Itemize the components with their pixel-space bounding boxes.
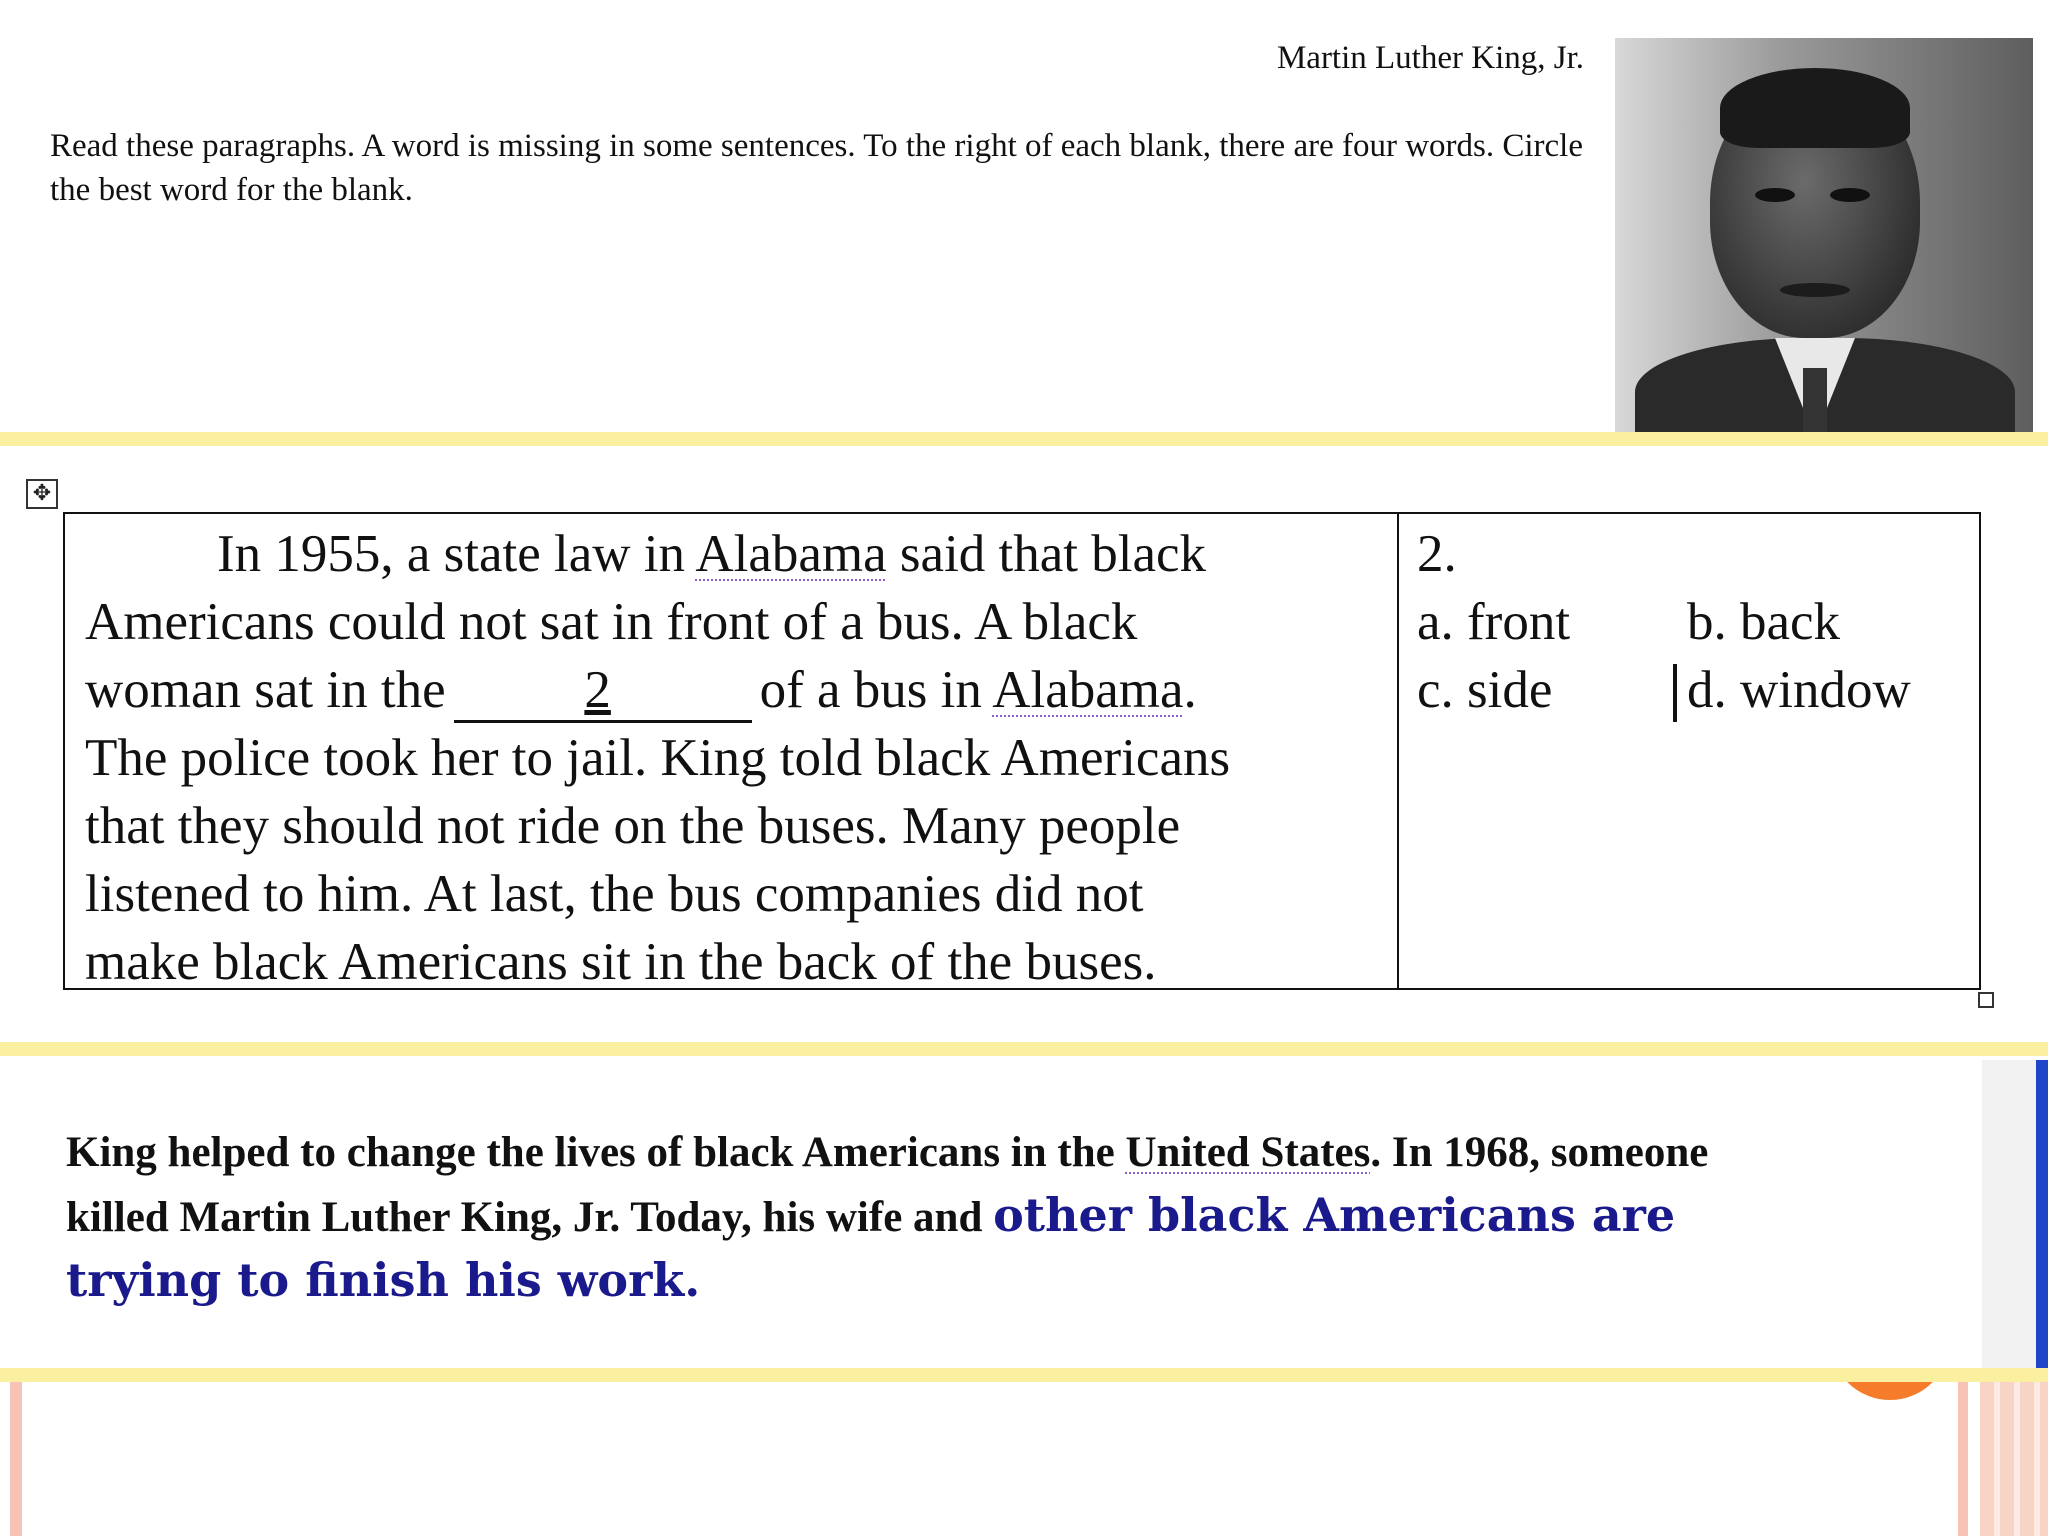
portrait-hair (1720, 68, 1910, 148)
portrait-image (1615, 38, 2033, 432)
option-b[interactable]: b. back (1687, 593, 1841, 651)
spellcheck-word: Alabama (695, 525, 887, 583)
passage-line (85, 520, 1377, 588)
closing-paragraph (66, 1122, 1726, 1314)
closing-fragment: . In 1968, someone killed Martin Luther King, Jr. Today, his wife and (66, 1129, 1709, 1241)
exercise-table (63, 512, 1981, 990)
passage-cell[interactable] (65, 514, 1399, 991)
slide-stripe-right-bottom (1958, 1380, 1968, 1536)
author-name: Martin Luther King, Jr. (1276, 40, 1584, 76)
slide-stripe-left-bottom (10, 1380, 22, 1536)
side-gray-panel (1982, 1060, 2036, 1368)
passage-line: make black Americans sit in the back of the buses. (85, 933, 1157, 991)
passage-fragment: . (1183, 661, 1197, 719)
slide-stripe-right-bottom-wide (1980, 1380, 2048, 1536)
option-a[interactable]: a. front (1417, 593, 1571, 651)
passage-fragment: of a bus in (759, 661, 993, 719)
portrait-tie (1803, 368, 1827, 432)
passage-text (85, 520, 1377, 996)
options-row-1 (1417, 588, 1961, 656)
move-arrows-icon[interactable]: ✥ (26, 479, 58, 509)
passage-line (85, 656, 1377, 724)
question-number: 2. (1417, 525, 1457, 583)
spellcheck-word: Alabama (992, 661, 1184, 719)
option-d-wrapper[interactable] (1687, 656, 1911, 724)
blank-number: 2 (584, 661, 611, 719)
spellcheck-word: United States (1125, 1129, 1371, 1176)
separator-bottom (0, 1368, 2048, 1382)
closing-fragment: King helped to change the lives of black Americans in the (66, 1129, 1126, 1176)
options-row-2 (1417, 656, 1961, 724)
passage-line: that they should not ride on the buses. Many people (85, 797, 1181, 855)
options-cell[interactable] (1399, 514, 1979, 988)
passage-line: listened to him. At last, the bus companies did not (85, 865, 1144, 923)
passage-line: The police took her to jail. King told black Americans (85, 729, 1231, 787)
blue-side-bar (2036, 1060, 2048, 1368)
passage-fragment: said that black (886, 525, 1207, 583)
portrait-eye-left (1755, 188, 1795, 202)
separator-middle (0, 1042, 2048, 1056)
passage-fragment: woman sat in the (85, 661, 446, 719)
instructions-text: Read these paragraphs. A word is missing in some sentences. To the right of each blank, there are four words. Circle the best word for the blank. (50, 128, 1584, 208)
separator-top (0, 432, 2048, 446)
passage-line: Americans could not sat in front of a bus. A black (85, 593, 1138, 651)
answer-blank[interactable] (454, 660, 752, 723)
table-resize-handle[interactable] (1978, 992, 1994, 1008)
passage-fragment: In 1955, a state law in (217, 525, 696, 583)
closing-highlight: other black Americans are trying to finish his work. (66, 1188, 1676, 1307)
portrait-eye-right (1830, 188, 1870, 202)
text-cursor (1673, 664, 1677, 722)
portrait-mouth (1780, 283, 1850, 297)
option-d[interactable]: d. window (1687, 661, 1911, 719)
option-c[interactable]: c. side (1417, 661, 1553, 719)
